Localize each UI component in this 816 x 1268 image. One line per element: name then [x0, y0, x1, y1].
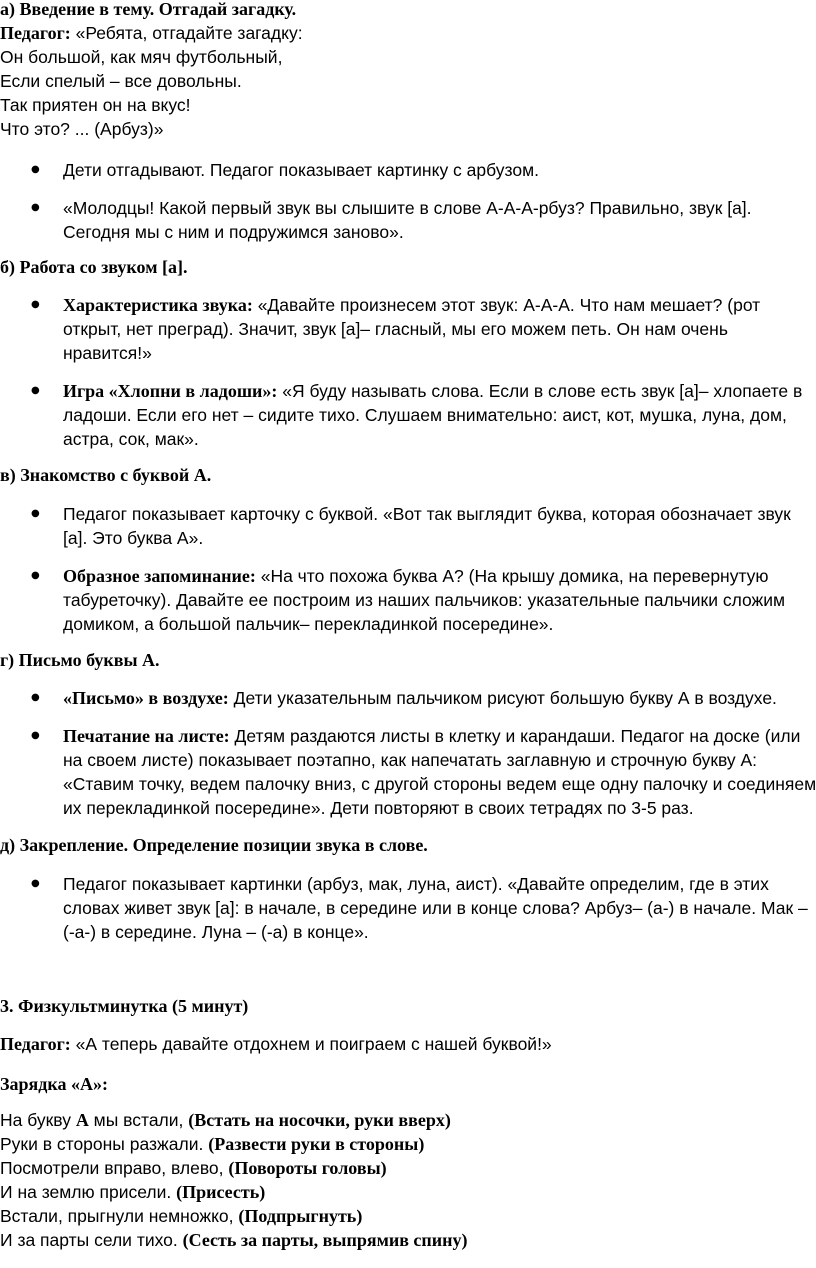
section-heading-letter: в) Знакомство с буквой А.	[0, 465, 212, 485]
list-item: Характеристика звука: «Давайте произнесем этот звук: А-А-А. Что нам мешает? (рот	[63, 295, 761, 315]
bullet-icon: ●	[31, 299, 40, 310]
list-item: Дети отгадывают. Педагог показывает картинку с арбузом.	[63, 160, 539, 180]
teacher-line: Педагог: «А теперь давайте отдохнем и поиграем с нашей буквой!»	[0, 1034, 552, 1054]
section-heading-fizminutka: 3. Физкультминутка (5 минут)	[0, 996, 249, 1016]
list-item: «Молодцы! Какой первый звук вы слышите в слове А-А-А-рбуз? Правильно, звук [а].	[63, 198, 752, 218]
list-item-cont: астра, сок, мак».	[63, 429, 199, 449]
bullet-icon: ●	[31, 878, 40, 889]
poem-line: Руки в стороны разжали. (Развести руки в стороны)	[0, 1134, 425, 1154]
list-item-cont: (-а-) в середине. Луна – (-а) в конце».	[63, 922, 369, 942]
section-heading-reinforce: д) Закрепление. Определение позиции звука в слове.	[0, 835, 428, 855]
list-item-cont: на своем листе) показывает поэтапно, как напечатать заглавную и строчную букву А:	[63, 750, 758, 770]
bullet-icon: ●	[31, 730, 40, 741]
bullet-icon: ●	[31, 385, 40, 396]
riddle-line: Если спелый – все довольны.	[0, 71, 242, 91]
list-item: Педагог показывает картинки (арбуз, мак, луна, аист). «Давайте определим, где в этих	[63, 874, 769, 894]
list-item-cont: табуреточку). Давайте ее построим из наших пальчиков: указательные пальчики сложим	[63, 590, 786, 610]
list-item: Печатание на листе: Детям раздаются листы в клетку и карандаши. Педагог на доске (или	[63, 726, 801, 746]
list-item-cont: домиком, а большой пальчик– перекладинкой посередине».	[63, 614, 554, 634]
list-item-cont: словах живет звук [а]: в начале, в середине или в конце слова? Арбуз– (а-) в начале. Мак –	[63, 898, 808, 918]
riddle-line: Что это? ... (Арбуз)»	[0, 119, 164, 139]
list-item: «Письмо» в воздухе: Дети указательным пальчиком рисуют большую букву А в воздухе.	[63, 688, 777, 708]
riddle-line: Так приятен он на вкус!	[0, 95, 191, 115]
list-item-cont: «Ставим точку, ведем палочку вниз, с другой стороны ведем еще одну палочку и соединяем	[63, 774, 816, 794]
bullet-icon: ●	[31, 570, 40, 581]
poem-line: Встали, прыгнули немножко, (Подпрыгнуть)	[0, 1206, 363, 1226]
list-item: Образное запоминание: «На что похожа буква А? (На крышу домика, на перевернутую	[63, 566, 769, 586]
section-heading-sound: б) Работа со звуком [а].	[0, 257, 188, 277]
bullet-icon: ●	[31, 508, 40, 519]
list-item-cont: ладоши. Если его нет – сидите тихо. Слушаем внимательно: аист, кот, мушка, луна, дом,	[63, 405, 787, 425]
list-item-cont: открыт, нет преград). Значит, звук [а]– гласный, мы его можем петь. Он нам очень	[63, 319, 728, 339]
bullet-icon: ●	[31, 202, 40, 213]
list-item-cont: нравится!»	[63, 343, 152, 363]
section-heading-writing: г) Письмо буквы А.	[0, 650, 160, 670]
list-item-cont: Сегодня мы с ним и подружимся заново».	[63, 222, 404, 242]
charge-heading: Зарядка «А»:	[0, 1074, 108, 1094]
poem-line: Посмотрели вправо, влево, (Повороты головы)	[0, 1158, 387, 1178]
list-item: Педагог показывает карточку с буквой. «Вот так выглядит буква, которая обозначает звук	[63, 504, 791, 524]
teacher-label: Педагог:	[0, 23, 71, 43]
poem-line: И на землю присели. (Присесть)	[0, 1182, 266, 1202]
bullet-icon: ●	[31, 164, 40, 175]
list-item-cont: [а]. Это буква А».	[63, 528, 204, 548]
section-heading-intro: а) Введение в тему. Отгадай загадку.	[0, 0, 297, 19]
list-item: Игра «Хлопни в ладоши»: «Я буду называть слова. Если в слове есть звук [а]– хлопаете в	[63, 381, 803, 401]
teacher-label: Педагог:	[0, 1034, 71, 1054]
riddle-line: Он большой, как мяч футбольный,	[0, 47, 283, 67]
poem-line: И за парты сели тихо. (Сесть за парты, выпрямив спину)	[0, 1230, 468, 1250]
poem-line: На букву А мы встали, (Встать на носочки, руки вверх)	[0, 1110, 451, 1130]
bullet-icon: ●	[31, 692, 40, 703]
list-item-cont: их перекладинкой посередине». Дети повторяют в своих тетрадях по 3-5 раз.	[63, 798, 694, 818]
teacher-riddle-line: Педагог: «Ребята, отгадайте загадку:	[0, 23, 303, 43]
